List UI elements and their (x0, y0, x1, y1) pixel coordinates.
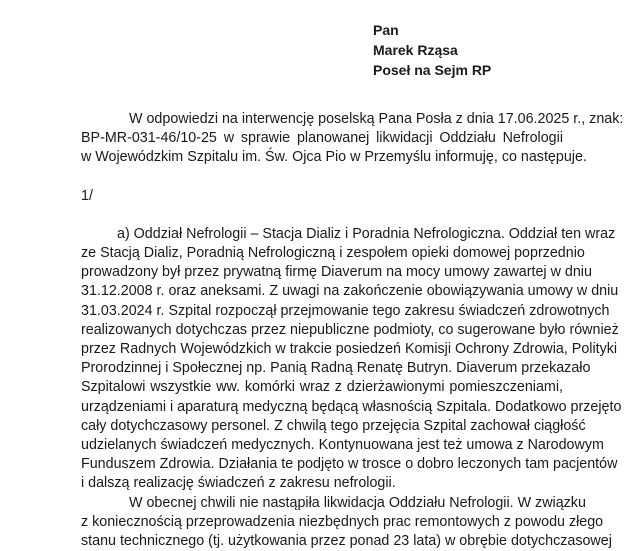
paragraph-line: z koniecznością przeprowadzenia niezbędnych prac remontowych z powodu złego (81, 513, 604, 530)
paragraph-line: prowadzony był przez prywatną firmę Diaverum na mocy umowy zawartej w dniu (81, 264, 592, 281)
paragraph-line: stanu technicznego (tj. użytkowania przez ponad 23 lata) w obrębie dotychczasowej (81, 533, 612, 550)
section-number: 1/ (81, 187, 93, 204)
addressee-salutation: Pan (373, 22, 399, 38)
intro-paragraph (81, 110, 624, 168)
paragraph-line: a) Oddział Nefrologii – Stacja Dializ i Poradnia Nefrologiczna. Oddział ten wraz (117, 225, 616, 242)
paragraph-line: 31.12.2008 r. oraz aneksami. Z uwagi na zakończenie obowiązywania umowy w dniu (81, 283, 619, 300)
paragraph-b (81, 494, 612, 551)
paragraph-line: realizowanych dotychczas przez niepubliczne podmioty, co sugerowane było również (81, 321, 619, 338)
addressee-block (373, 20, 491, 80)
paragraph-line: Szpitalowi wszystkie ww. komórki wraz z dzierżawionymi pomieszczeniami, (81, 379, 563, 396)
addressee-name: Marek Rząsa (373, 42, 458, 58)
paragraph-line: 31.03.2024 r. Szpital rozpoczął przejmowanie tego zakresu świadczeń zdrowotnych (81, 302, 610, 319)
paragraph-line: ze Stacją Dializ, Poradnią Nefrologiczną i zespołem opieki domowej poprzednio (81, 245, 585, 262)
intro-line: W odpowiedzi na interwencję poselską Pana Posła z dnia 17.06.2025 r., znak: (129, 111, 624, 127)
paragraph-line: urządzeniami i aparaturą medyczną będącą własnością Szpitala. Dodatkowo przejęto (81, 398, 622, 415)
paragraph-a (81, 225, 622, 494)
addressee-title: Poseł na Sejm RP (373, 62, 492, 78)
letter-body (81, 110, 624, 551)
intro-line: w Wojewódzkim Szpitalu im. Św. Ojca Pio w Przemyślu informuję, co następuje. (81, 149, 587, 166)
paragraph-line: W obecnej chwili nie nastąpiła likwidacja Oddziału Nefrologii. W związku (129, 494, 586, 511)
paragraph-line: udzielanych świadczeń medycznych. Kontynuowana jest też umowa z Narodowym (81, 437, 604, 454)
intro-line: BP-MR-031-46/10-25 w sprawie planowanej likwidacji Oddziału Nefrologii (81, 130, 563, 147)
paragraph-line: przez Radnych Wojewódzkich w trakcie posiedzeń Komisji Ochrony Zdrowia, Polityki (81, 341, 618, 358)
paragraph-line: Prorodzinnej i Społecznej np. Panią Radną Renatę Butryn. Diaverum przekazało (81, 360, 591, 377)
paragraph-line: Funduszem Zdrowia. Działania te podjęto w trosce o dobro leczonych tam pacjentów (81, 456, 618, 473)
paragraph-line: cały dotychczasowy personel. Z chwilą tego przejęcia Szpital zachował ciągłość (81, 417, 586, 434)
paragraph-line: i dalszą realizację świadczeń z zakresu nefrologii. (81, 475, 396, 492)
